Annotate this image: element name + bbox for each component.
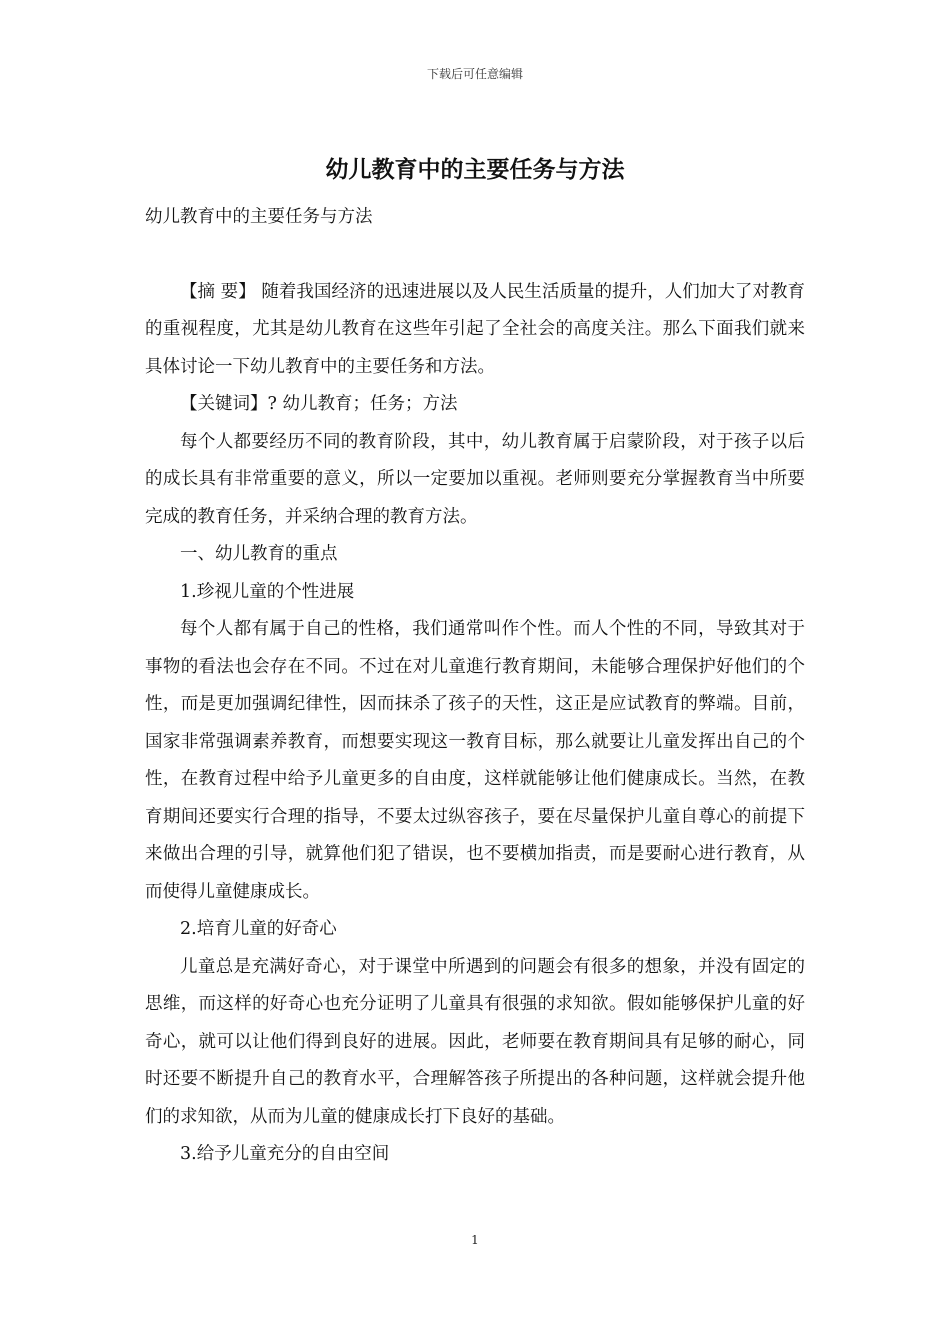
page-header: 下载后可任意编辑 [426,67,523,81]
keywords-paragraph: 【关键词】? 幼儿教育；任务；方法 [180,394,458,414]
body-paragraph-2: 儿童总是充满好奇心，对于课堂中所遇到的问题会有很多的想象，并没有固定的思维，而这样的好奇心也充分证明了儿童具有很强的求知欲。假如能够保护儿童的好奇心，就可以让他们得到良好的进展。因此，老师要在教育期间具有足够的耐心，同时还要不断提升自己的教育水平，合理解答孩子所提出的各种问题，这样就会提升他们的求知欲，从而为儿童的健康成长打下良好的基础。 [145,956,805,1127]
document-body [145,199,805,1174]
body-paragraph-1: 每个人都有属于自己的性格，我们通常叫作个性。而人个性的不同，导致其对于事物的看法也会存在不同。不过在对儿童進行教育期间，未能够合理保护好他们的个性，而是更加强调纪律性，因而抹杀了孩子的天性，这正是应试教育的弊端。目前，国家非常强调素养教育，而想要实现这一教育目标，那么就要让儿童发挥出自己的个性，在教育过程中给予儿童更多的自由度，这样就能够让他们健康成长。当然，在教育期间还要实行合理的指导，不要太过纵容孩子，要在尽量保护儿童自尊心的前提下来做出合理的引导，就算他们犯了错误，也不要横加指责，而是要耐心进行教育，从而使得儿童健康成长。 [145,619,805,902]
subsection-heading-3: 3.给予儿童充分的自由空间 [180,1144,390,1164]
section-heading-1: 一、幼儿教育的重点 [180,544,338,564]
intro-paragraph: 每个人都要经历不同的教育阶段，其中，幼儿教育属于启蒙阶段，对于孩子以后的成长具有非常重要的意义，所以一定要加以重视。老师则要充分掌握教育当中所要完成的教育任务，并采纳合理的教育方法。 [145,431,805,527]
document-title: 幼儿教育中的主要任务与方法 [325,156,625,183]
subsection-heading-1: 1.珍视儿童的个性进展 [180,581,355,602]
subsection-heading-2: 2.培育儿童的好奇心 [180,919,337,939]
abstract-paragraph: 【摘 要】 随着我国经济的迅速进展以及人民生活质量的提升，人们加大了对教育的重视程度，尤其是幼儿教育在这些年引起了全社会的高度关注。那么下面我们就来具体讨论一下幼儿教育中的主要任务和方法。 [145,281,805,377]
document-subtitle: 幼儿教育中的主要任务与方法 [145,207,373,227]
page-number: 1 [471,1233,479,1247]
